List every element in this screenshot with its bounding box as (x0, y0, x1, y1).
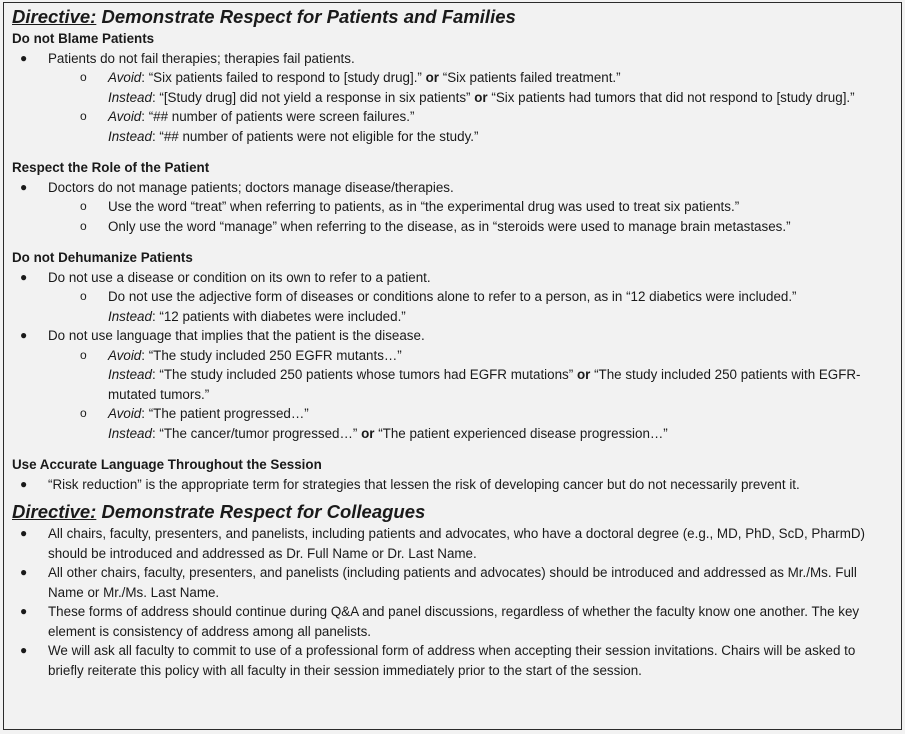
instead-text-alt: “The patient experienced disease progression…” (374, 425, 668, 441)
bullet-text: Do not use a disease or condition on its own to refer to a patient. (48, 269, 431, 285)
instead-label: Instead (108, 425, 152, 441)
avoid-label: Avoid (108, 347, 142, 363)
or-word: or (474, 89, 488, 105)
bullet-item (12, 178, 893, 198)
avoid-text: : “The patient progressed…” (141, 406, 309, 421)
circle-bullet-icon: o (80, 199, 87, 213)
circle-bullet-icon: o (80, 109, 87, 123)
bullet-text: Do not use language that implies that the patient is the disease. (48, 328, 425, 343)
bullet-text: Patients do not fail therapies; therapies fail patients. (48, 50, 355, 66)
instead-text: : “## number of patients were not eligible for the study.” (151, 128, 479, 144)
circle-bullet-icon: o (80, 289, 87, 303)
instead-text-alt: “The study included 250 patients with EGFR-mutated tumors.” (108, 367, 861, 402)
bullet-item (12, 49, 893, 69)
bullet-icon: ● (20, 643, 28, 657)
instead-text: : “12 patients with diabetes were included.” (151, 308, 406, 324)
sub-bullet-item (12, 346, 893, 405)
avoid-line (108, 346, 893, 366)
bullet-text: These forms of address should continue during Q&A and panel discussions, regardless of whether the faculty know one another. The key element is consistency of address among all panelists. (48, 604, 860, 639)
section-heading-blame: Do not Blame Patients (12, 31, 155, 46)
directive-title-text: Demonstrate Respect for Colleagues (101, 501, 426, 522)
circle-bullet-icon: o (80, 406, 87, 420)
sub-bullet-item (12, 217, 893, 237)
directive-title-text: Demonstrate Respect for Patients and Families (101, 6, 516, 27)
instead-line (108, 88, 893, 108)
bullet-icon: ● (20, 526, 28, 540)
sub-bullet-item (12, 197, 893, 217)
bullet-text: Doctors do not manage patients; doctors manage disease/therapies. (48, 179, 454, 195)
instead-line (108, 127, 893, 147)
bullet-text: “Risk reduction” is the appropriate term for strategies that lessen the risk of developing cancer but do not necessarily prevent it. (48, 476, 800, 492)
avoid-line (108, 107, 893, 127)
avoid-text: : “Six patients failed to respond to [study drug].” (141, 70, 426, 85)
instead-text: : “[Study drug] did not yield a response in six patients” (151, 89, 475, 105)
bullet-icon: ● (20, 565, 28, 579)
avoid-label: Avoid (108, 70, 142, 85)
instead-label: Instead (108, 367, 152, 382)
bullet-item (12, 602, 893, 641)
bullet-text: All other chairs, faculty, presenters, and panelists (including patients and advocates) should be introduced and addressed as Mr./Ms. Full Name or Mr./Ms. Last Name. (48, 565, 857, 600)
directive-colleagues-title (12, 500, 893, 524)
section-heading-accurate: Use Accurate Language Throughout the Session (12, 457, 322, 472)
bullet-item (12, 641, 893, 680)
directive-label: Directive: (12, 6, 97, 27)
circle-bullet-icon: o (80, 347, 87, 362)
bullet-text: All chairs, faculty, presenters, and panelists, including patients and advocates, who have a doctoral degree (e.g., MD, PhD, ScD, PharmD) should be introduced and addressed as Dr. Full Name or Dr. Last Name. (48, 526, 865, 561)
bullet-item (12, 524, 893, 563)
directive-label: Directive: (12, 501, 97, 522)
bullet-item (12, 563, 893, 602)
circle-bullet-icon: o (80, 218, 87, 233)
bullet-item (12, 475, 893, 495)
directive-patients-title (12, 5, 893, 29)
avoid-label: Avoid (108, 109, 142, 124)
avoid-text-alt: “Six patients failed treatment.” (439, 70, 621, 85)
avoid-text: : “The study included 250 EGFR mutants…” (141, 347, 402, 363)
policy-document (3, 2, 902, 730)
sub-bullet-text: Only use the word “manage” when referring to the disease, as in “steroids were used to manage brain metastases.” (108, 218, 791, 234)
or-word: or (425, 70, 440, 85)
circle-bullet-icon: o (80, 70, 87, 84)
sub-bullet-text: Do not use the adjective form of diseases or conditions alone to refer to a person, as in “12 diabetics were included.” (108, 289, 797, 304)
sub-bullet-item (12, 287, 893, 326)
bullet-icon: ● (20, 476, 28, 491)
sub-bullet-item (12, 68, 893, 107)
section-heading-role: Respect the Role of the Patient (12, 160, 210, 175)
bullet-icon: ● (20, 179, 28, 194)
instead-line (108, 424, 893, 444)
bullet-item (12, 268, 893, 288)
bullet-icon: ● (20, 50, 28, 65)
instead-label: Instead (108, 89, 152, 105)
avoid-line (108, 404, 893, 424)
bullet-text: We will ask all faculty to commit to use of a professional form of address when accepting their session invitations. Chairs will be asked to briefly reiterate this policy with all faculty in their session immediately prior to the start of the session. (48, 643, 856, 678)
instead-line (108, 307, 893, 327)
avoid-text: : “## number of patients were screen failures.” (141, 109, 415, 124)
section-heading-dehumanize: Do not Dehumanize Patients (12, 250, 193, 265)
instead-line (108, 365, 893, 404)
or-word: or (576, 367, 591, 382)
instead-label: Instead (108, 128, 152, 144)
sub-bullet-text: Use the word “treat” when referring to patients, as in “the experimental drug was used to treat six patients.” (108, 199, 740, 214)
instead-label: Instead (108, 308, 152, 324)
instead-text: : “The study included 250 patients whose tumors had EGFR mutations” (151, 367, 577, 382)
sub-bullet-item (12, 404, 893, 443)
bullet-icon: ● (20, 604, 28, 618)
instead-text: : “The cancer/tumor progressed…” (151, 425, 362, 441)
bullet-item (12, 326, 893, 346)
or-word: or (361, 425, 375, 441)
avoid-label: Avoid (108, 406, 142, 421)
bullet-icon: ● (20, 269, 28, 284)
bullet-icon: ● (20, 328, 28, 342)
instead-text-alt: “Six patients had tumors that did not respond to [study drug].” (487, 89, 855, 105)
sub-bullet-item (12, 107, 893, 146)
avoid-line (108, 68, 893, 88)
